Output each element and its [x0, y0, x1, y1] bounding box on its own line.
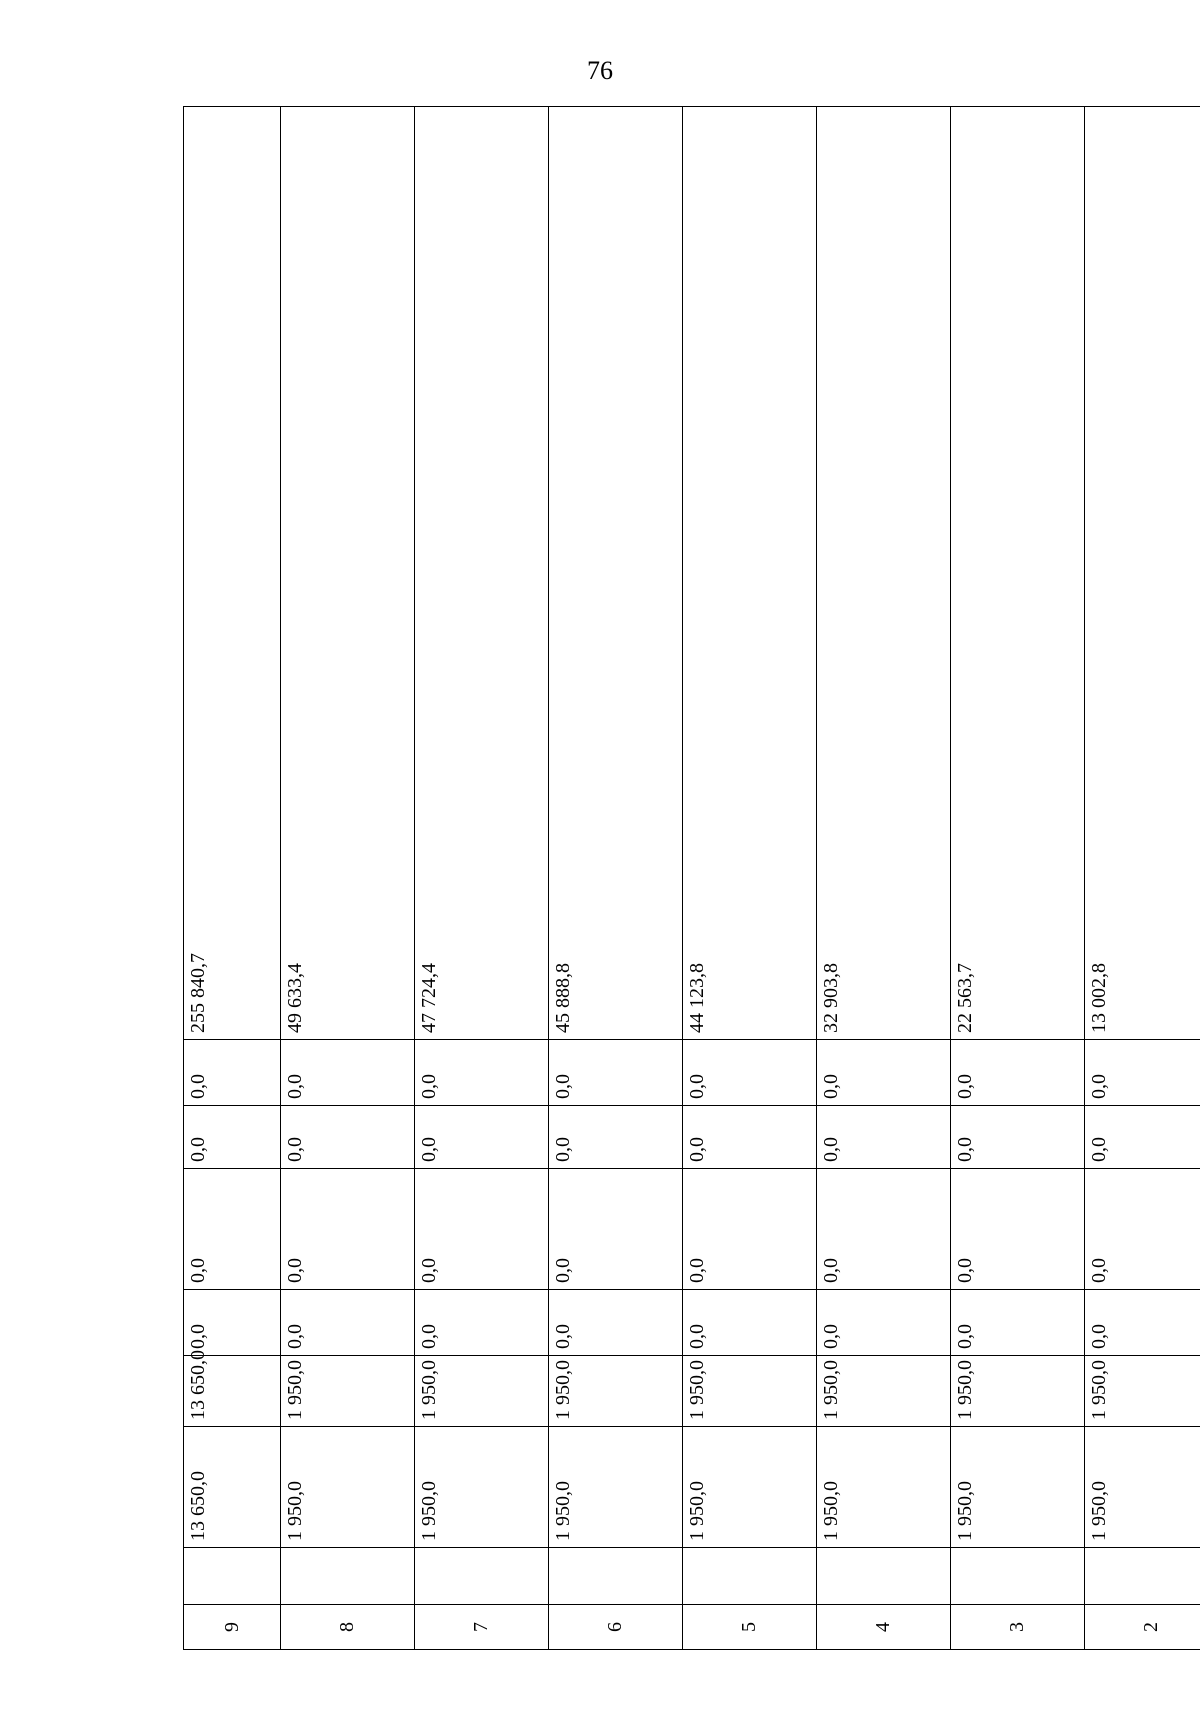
- cell-r4-c8: 0,0: [281, 1169, 415, 1290]
- cell-r1-c9: 13 650,0: [184, 1427, 281, 1548]
- cell-r6-c4: 0,0: [817, 1040, 951, 1106]
- cell-r5-c2: 0,0: [1085, 1106, 1200, 1169]
- cell-r3-c4: 0,0: [817, 1290, 951, 1356]
- cell-r5-c6: 0,0: [549, 1106, 683, 1169]
- cell-r7-c3: 22 563,7: [951, 107, 1085, 1040]
- cell-r2-c8: 1 950,0: [281, 1356, 415, 1427]
- cell-r5-c4: 0,0: [817, 1106, 951, 1169]
- cell-r6-c8: 0,0: [281, 1040, 415, 1106]
- cell-r5-c3: 0,0: [951, 1106, 1085, 1169]
- cell-r7-c2: 13 002,8: [1085, 107, 1200, 1040]
- row-col-2: [1085, 107, 1200, 1650]
- cell-r2-c5: 1 950,0: [683, 1356, 817, 1427]
- cell-r2-c3: 1 950,0: [951, 1356, 1085, 1427]
- cell-r6-c2: 0,0: [1085, 1040, 1200, 1106]
- cell-r6-c7: 0,0: [415, 1040, 549, 1106]
- cell-r2-c6: 1 950,0: [549, 1356, 683, 1427]
- cell-r7-c7: 47 724,4: [415, 107, 549, 1040]
- cell-r1-c2: 1 950,0: [1085, 1427, 1200, 1548]
- row-col-7: [415, 107, 549, 1650]
- cell-r4-c9: 0,0: [184, 1169, 281, 1290]
- cell-r2-c4: 1 950,0: [817, 1356, 951, 1427]
- cell-r0-c6: [549, 1548, 683, 1605]
- cell-r0-c5: [683, 1548, 817, 1605]
- cell-r1-c6: 1 950,0: [549, 1427, 683, 1548]
- header-cell-4: 4: [817, 1605, 951, 1650]
- cell-r1-c4: 1 950,0: [817, 1427, 951, 1548]
- row-col-8: [281, 107, 415, 1650]
- cell-r6-c5: 0,0: [683, 1040, 817, 1106]
- cell-r4-c2: 0,0: [1085, 1169, 1200, 1290]
- cell-r3-c9: 0,0: [184, 1290, 281, 1356]
- row-col-4: [817, 107, 951, 1650]
- cell-r3-c3: 0,0: [951, 1290, 1085, 1356]
- cell-r7-c9: 255 840,7: [184, 107, 281, 1040]
- cell-r1-c3: 1 950,0: [951, 1427, 1085, 1548]
- cell-r4-c5: 0,0: [683, 1169, 817, 1290]
- cell-r3-c2: 0,0: [1085, 1290, 1200, 1356]
- cell-r5-c9: 0,0: [184, 1106, 281, 1169]
- cell-r0-c8: [281, 1548, 415, 1605]
- cell-r1-c7: 1 950,0: [415, 1427, 549, 1548]
- cell-r2-c9: 13 650,0: [184, 1356, 281, 1427]
- header-cell-7: 7: [415, 1605, 549, 1650]
- cell-r2-c7: 1 950,0: [415, 1356, 549, 1427]
- cell-r3-c5: 0,0: [683, 1290, 817, 1356]
- row-col-6: [549, 107, 683, 1650]
- header-cell-8: 8: [281, 1605, 415, 1650]
- cell-r0-c4: [817, 1548, 951, 1605]
- cell-r3-c8: 0,0: [281, 1290, 415, 1356]
- cell-r5-c5: 0,0: [683, 1106, 817, 1169]
- row-col-3: [951, 107, 1085, 1650]
- cell-r0-c3: [951, 1548, 1085, 1605]
- cell-r5-c7: 0,0: [415, 1106, 549, 1169]
- rotated-table-wrapper: [183, 106, 1162, 1650]
- cell-r6-c6: 0,0: [549, 1040, 683, 1106]
- header-cell-5: 5: [683, 1605, 817, 1650]
- cell-r0-c7: [415, 1548, 549, 1605]
- cell-r4-c3: 0,0: [951, 1169, 1085, 1290]
- cell-r2-c2: 1 950,0: [1085, 1356, 1200, 1427]
- cell-r1-c8: 1 950,0: [281, 1427, 415, 1548]
- cell-r6-c9: 0,0: [184, 1040, 281, 1106]
- header-cell-2: 2: [1085, 1605, 1200, 1650]
- cell-r4-c6: 0,0: [549, 1169, 683, 1290]
- cell-r4-c4: 0,0: [817, 1169, 951, 1290]
- cell-r3-c7: 0,0: [415, 1290, 549, 1356]
- cell-r6-c3: 0,0: [951, 1040, 1085, 1106]
- header-cell-3: 3: [951, 1605, 1085, 1650]
- cell-r0-c9: [184, 1548, 281, 1605]
- row-col-9: [184, 107, 281, 1650]
- budget-table: [183, 106, 1200, 1650]
- cell-r4-c7: 0,0: [415, 1169, 549, 1290]
- cell-r0-c2: [1085, 1548, 1200, 1605]
- cell-r7-c8: 49 633,4: [281, 107, 415, 1040]
- cell-r3-c6: 0,0: [549, 1290, 683, 1356]
- cell-r7-c4: 32 903,8: [817, 107, 951, 1040]
- page-number: 76: [587, 56, 613, 85]
- cell-r7-c5: 44 123,8: [683, 107, 817, 1040]
- header-cell-9: 9: [184, 1605, 281, 1650]
- header-cell-6: 6: [549, 1605, 683, 1650]
- row-col-5: [683, 107, 817, 1650]
- cell-r5-c8: 0,0: [281, 1106, 415, 1169]
- cell-r7-c6: 45 888,8: [549, 107, 683, 1040]
- cell-r1-c5: 1 950,0: [683, 1427, 817, 1548]
